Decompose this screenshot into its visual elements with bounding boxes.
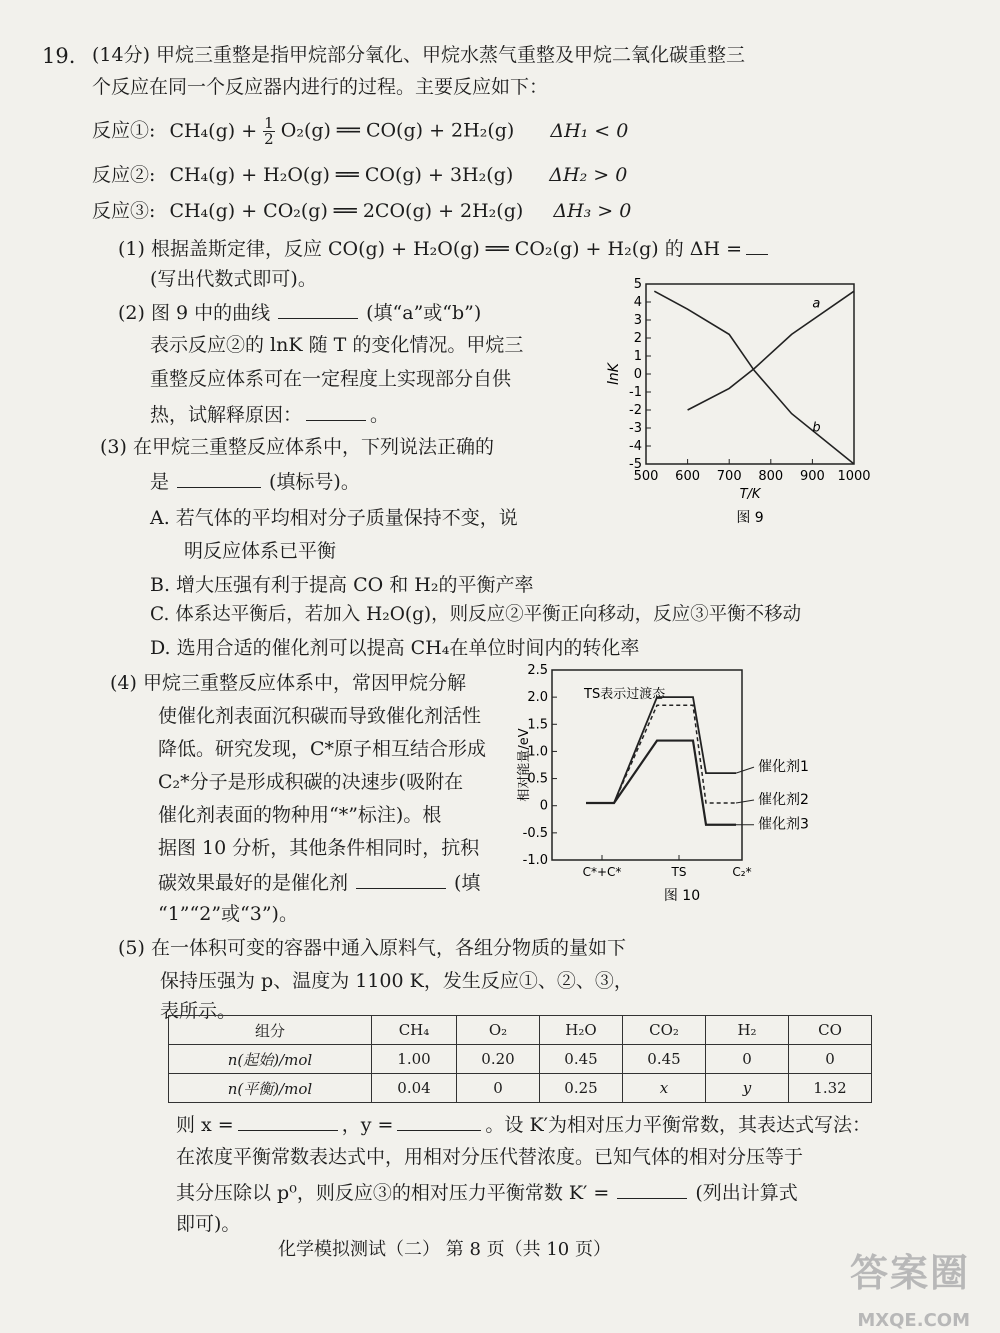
series-leader-1	[736, 767, 754, 773]
part-4-line-3: 降低。研究发现，C*原子相互结合形成	[158, 738, 487, 760]
table-header-cell: CH₄	[372, 1016, 457, 1045]
part-5-line-3: 表所示。	[160, 1000, 237, 1022]
series-leader-2	[736, 800, 754, 803]
energy-profile-2	[586, 705, 736, 803]
reaction-1-rhs: CO(g) + 2H₂(g)	[365, 119, 515, 142]
table-cell: 0.45	[623, 1045, 706, 1074]
series-label-1: 催化剂1	[758, 759, 809, 776]
x-tick-label: 900	[799, 469, 825, 484]
option-b: B. 增大压强有利于提高 CO 和 H₂的平衡产率	[150, 574, 534, 596]
figure-9-chart	[608, 274, 878, 530]
part-5-after-line-3: 其分压除以 p⁰，则反应③的相对压力平衡常数 K′ = (列出计算式	[176, 1182, 798, 1204]
option-d: D. 选用合适的催化剂可以提高 CH₄在单位时间内的转化率	[150, 637, 640, 659]
part-3-line-1: (3) 在甲烷三重整反应体系中，下列说法正确的	[100, 436, 494, 458]
reaction-1-lhs-a: CH₄(g) +	[169, 119, 264, 142]
x-tick-label: 700	[716, 469, 742, 484]
table-header-cell: CO	[789, 1016, 872, 1045]
answer-blank[interactable]	[397, 1112, 481, 1131]
table-header-cell: CO₂	[623, 1016, 706, 1045]
data-table	[168, 1015, 872, 1103]
table-cell: 1.32	[789, 1074, 872, 1103]
watermark-url: MXQE.COM	[857, 1310, 970, 1331]
y-tick-label: 2	[633, 331, 642, 346]
reaction-1-label: 反应①:	[92, 119, 156, 142]
reaction-3-dh: ΔH₃ > 0	[553, 200, 632, 222]
part-4-line-5: 催化剂表面的物种用“*”标注)。根	[158, 804, 442, 826]
y-tick-label: -2	[629, 403, 642, 418]
question-number: 19.	[42, 44, 76, 68]
y-tick-label: 1.5	[527, 717, 548, 733]
part-4-line-2: 使催化剂表面沉积碳而导致催化剂活性	[158, 705, 482, 727]
y-tick-label: -3	[629, 421, 642, 436]
part-5-after-line-2: 在浓度平衡常数表达式中，用相对分压代替浓度。已知气体的相对分压等于	[176, 1146, 804, 1168]
reaction-1	[92, 116, 628, 147]
y-tick-label: 1.0	[527, 744, 548, 760]
y-tick-label: 0	[539, 798, 548, 814]
row-label: n(起始)/mol	[169, 1045, 372, 1074]
figure-caption: 图 10	[663, 888, 701, 904]
part-4-line-7: 碳效果最好的是催化剂 (填	[158, 872, 481, 894]
table-row	[169, 1045, 872, 1074]
y-tick-label: 2.5	[527, 663, 548, 678]
table-header-cell: H₂O	[540, 1016, 623, 1045]
table-cell: 0	[789, 1045, 872, 1074]
answer-blank[interactable]	[306, 402, 366, 421]
reaction-2	[92, 164, 627, 187]
y-tick-label: -0.5	[522, 825, 548, 841]
table-cell: y	[706, 1074, 789, 1103]
reaction-3	[92, 200, 631, 223]
series-label-3: 催化剂3	[758, 816, 809, 833]
table-header-cell: 组分	[169, 1016, 372, 1045]
answer-blank[interactable]	[278, 300, 358, 319]
figure-caption: 图 9	[736, 510, 764, 526]
figure-10-chart	[518, 660, 893, 916]
table-cell: 0	[706, 1045, 789, 1074]
part-1-line-1: (1) 根据盖斯定律，反应 CO(g) + H₂O(g) ══ CO₂(g) + H₂(g) 的 ΔH =	[118, 236, 768, 261]
page-footer: 化学模拟测试（二） 第 8 页（共 10 页）	[278, 1239, 611, 1260]
reaction-2-eq: CH₄(g) + H₂O(g) ══ CO(g) + 3H₂(g)	[169, 164, 514, 186]
table-row	[169, 1074, 872, 1103]
table-cell: x	[623, 1074, 706, 1103]
table-cell: 0.20	[457, 1045, 540, 1074]
reaction-3-label: 反应③:	[92, 200, 156, 222]
y-tick-label: 1	[633, 349, 642, 364]
y-tick-label: 4	[633, 295, 642, 310]
intro-line-1: (14分) 甲烷三重整是指甲烷部分氧化、甲烷水蒸气重整及甲烷二氧化碳重整三	[92, 44, 746, 66]
watermark-logo: 答案圈	[849, 1251, 970, 1295]
x-tick-label: C₂*	[732, 865, 752, 879]
x-tick-label: 1000	[837, 469, 871, 484]
x-tick-label: 800	[758, 469, 784, 484]
reaction-2-dh: ΔH₂ > 0	[549, 164, 628, 186]
y-tick-label: 5	[633, 277, 642, 292]
option-a-line-1: A. 若气体的平均相对分子质量保持不变，说	[150, 507, 518, 529]
x-tick-label: 500	[633, 469, 659, 484]
part-2-line-4: 热，试解释原因： 。	[150, 404, 390, 426]
answer-blank[interactable]	[177, 469, 261, 488]
curve-label-b: b	[812, 420, 821, 436]
answer-blank[interactable]	[356, 870, 446, 889]
reaction-1-dh: ΔH₁ < 0	[550, 119, 629, 142]
y-tick-label: 0	[633, 367, 642, 382]
row-label: n(平衡)/mol	[169, 1074, 372, 1103]
series-line-b	[688, 291, 854, 410]
reaction-2-label: 反应②:	[92, 164, 156, 186]
answer-blank[interactable]	[746, 236, 768, 255]
y-tick-label: -4	[629, 439, 642, 454]
y-tick-label: -1	[629, 385, 642, 400]
part-5-line-2: 保持压强为 p、温度为 1100 K，发生反应①、②、③，	[160, 970, 633, 992]
part-4-line-4: C₂*分子是形成积碳的决速步(吸附在	[158, 771, 464, 793]
y-tick-label: 0.5	[527, 771, 548, 787]
y-axis-label: lnK	[606, 363, 622, 385]
reaction-1-lhs-b: O₂(g)	[280, 119, 331, 142]
x-tick-label: C*+C*	[582, 865, 622, 879]
x-axis-label: T/K	[739, 487, 761, 502]
part-5-after-line-4: 即可)。	[176, 1213, 241, 1235]
part-4-line-1: (4) 甲烷三重整反应体系中，常因甲烷分解	[110, 672, 466, 694]
table-cell: 0	[457, 1074, 540, 1103]
energy-profile-3	[586, 741, 736, 825]
part-2-line-3: 重整反应体系可在一定程度上实现部分自供	[150, 368, 512, 390]
y-tick-label: -1.0	[522, 853, 548, 868]
table-header-cell: H₂	[706, 1016, 789, 1045]
part-1-line-2: (写出代数式即可)。	[150, 268, 317, 290]
y-tick-label: -5	[629, 457, 642, 472]
y-tick-label: 3	[633, 313, 642, 328]
y-tick-label: 2.0	[527, 690, 548, 706]
option-c: C. 体系达平衡后，若加入 H₂O(g)，则反应②平衡正向移动，反应③平衡不移动	[150, 604, 802, 625]
answer-blank[interactable]	[238, 1112, 338, 1131]
table-cell: 0.25	[540, 1074, 623, 1103]
energy-profile-1	[586, 697, 736, 803]
option-a-line-2: 明反应体系已平衡	[184, 540, 337, 562]
table-cell: 0.04	[372, 1074, 457, 1103]
part-5-line-1: (5) 在一体积可变的容器中通入原料气，各组分物质的量如下	[118, 937, 626, 959]
reaction-1-arrow: ══	[337, 119, 360, 142]
x-tick-label: TS	[671, 865, 687, 879]
table-cell: 0.45	[540, 1045, 623, 1074]
part-5-after-line-1: 则 x = ，y = 。设 K′为相对压力平衡常数，其表达式写法：	[176, 1114, 871, 1136]
part-2-line-1: (2) 图 9 中的曲线 (填“a”或“b”)	[118, 302, 482, 324]
intro-line-2: 个反应在同一个反应器内进行的过程。主要反应如下：	[92, 76, 549, 98]
part-4-line-6: 据图 10 分析，其他条件相同时，抗积	[158, 837, 480, 859]
x-tick-label: 600	[675, 469, 701, 484]
table-header-row	[169, 1016, 872, 1045]
reaction-3-eq: CH₄(g) + CO₂(g) ══ 2CO(g) + 2H₂(g)	[169, 200, 524, 222]
series-label-2: 催化剂2	[758, 792, 809, 808]
part-4-line-8: “1”“2”或“3”)。	[158, 903, 298, 925]
curve-label-a: a	[812, 296, 821, 312]
fraction-one-half: $\frac{1}{2}$	[264, 114, 274, 148]
series-line-a	[654, 291, 854, 464]
part-3-line-2: 是 (填标号)。	[150, 471, 360, 493]
part-2-line-2: 表示反应②的 lnK 随 T 的变化情况。甲烷三	[150, 334, 524, 356]
answer-blank[interactable]	[617, 1180, 687, 1199]
table-header-cell: O₂	[457, 1016, 540, 1045]
y-axis-label: 相对能量/eV	[517, 728, 532, 802]
plot-frame	[646, 284, 854, 464]
table-cell: 1.00	[372, 1045, 457, 1074]
chart-annotation: TS表示过渡态	[584, 687, 666, 702]
